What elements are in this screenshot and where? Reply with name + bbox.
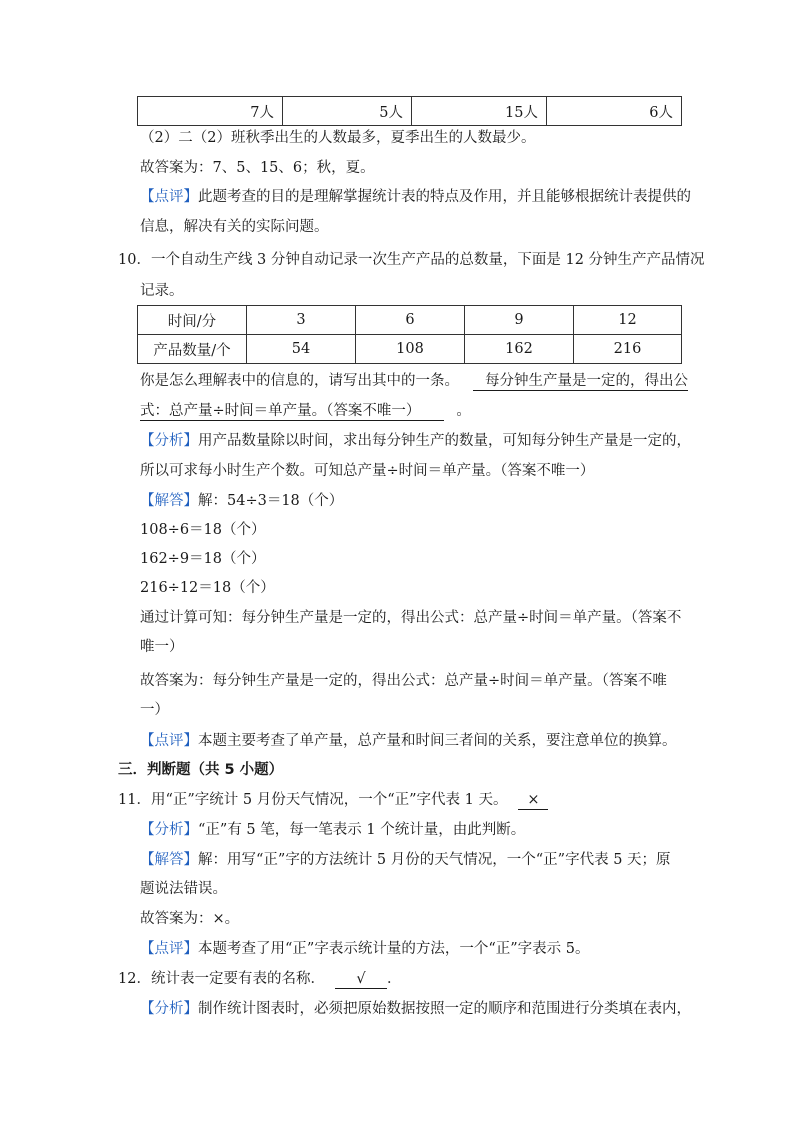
table-cell: 12	[574, 306, 682, 335]
q11-stem	[118, 790, 548, 810]
answer-blank-cont: 式：总产量÷时间＝单产量。（答案不唯一）	[140, 402, 444, 421]
table-cell: 216	[574, 335, 682, 364]
comment-tag: 【点评】	[140, 733, 198, 749]
q11-answer: 故答案为：×。	[140, 911, 240, 927]
table-header-cell: 产品数量/个	[138, 335, 247, 364]
section-title: 三．判断题（共 5 小题）	[118, 762, 284, 778]
analysis-tag: 【分析】	[140, 1001, 198, 1017]
table-header-cell: 时间/分	[138, 306, 247, 335]
solution-text: 解：用写“正”字的方法统计 5 月份的天气情况，一个“正”字代表 5 天；原	[198, 852, 671, 868]
answer-blank: 每分钟生产量是一定的，得出公	[473, 372, 688, 391]
answer-blank: ×	[518, 791, 548, 810]
q11-solution	[140, 850, 671, 870]
comment-text: 本题主要考查了单产量，总产量和时间三者间的关系，要注意单位的换算。	[198, 733, 677, 749]
table-cell: 9	[465, 306, 574, 335]
analysis-text: 用产品数量除以时间，求出每分钟生产的数量，可知每分钟生产量是一定的，	[198, 433, 691, 449]
production-table	[137, 305, 682, 364]
q9-part2: （2）二（2）班秋季出生的人数最多，夏季出生的人数最少。	[140, 130, 536, 146]
q11-comment	[140, 939, 589, 959]
q10-answer-cont: 一）	[140, 702, 169, 718]
comment-text: 此题考查的目的是理解掌握统计表的特点及作用，并且能够根据统计表提供的	[198, 189, 691, 205]
table-cell: 6	[356, 306, 465, 335]
q10-calc-2: 162÷9＝18（个）	[140, 551, 266, 567]
q11-analysis	[140, 820, 525, 840]
q12-stem-text: 12．统计表一定要有表的名称．	[118, 971, 325, 987]
analysis-text: “正”有 5 笔，每一笔表示 1 个统计量，由此判断。	[198, 822, 526, 838]
solution-tag: 【解答】	[140, 493, 198, 509]
q10-answer: 故答案为：每分钟生产量是一定的，得出公式：总产量÷时间＝单产量。（答案不唯	[140, 673, 667, 689]
table-cell: 15人	[412, 97, 547, 126]
q10-analysis	[140, 431, 691, 451]
q10-calc-3: 216÷12＝18（个）	[140, 580, 275, 596]
solution-text: 解：54÷3＝18（个）	[198, 493, 344, 509]
table-cell: 5人	[283, 97, 412, 126]
table-cell: 162	[465, 335, 574, 364]
q10-analysis-cont: 所以可求每小时生产个数。可知总产量÷时间＝单产量。（答案不唯一）	[140, 463, 595, 479]
q9-answer: 故答案为：7、5、15、6；秋，夏。	[140, 160, 375, 176]
q12-stem	[118, 969, 401, 989]
q11-stem-text: 11．用“正”字统计 5 月份天气情况，一个“正”字代表 1 天。	[118, 792, 508, 808]
comment-tag: 【点评】	[140, 941, 198, 957]
analysis-text: 制作统计图表时，必须把原始数据按照一定的顺序和范围进行分类填在表内，	[198, 1001, 691, 1017]
answer-blank: √	[335, 970, 387, 989]
table-row	[138, 97, 682, 126]
table-cell: 6人	[547, 97, 682, 126]
q10-stem-cont: 记录。	[140, 283, 184, 299]
q10-comment	[140, 731, 677, 751]
question-prefix: 你是怎么理解表中的信息的，请写出其中的一条。	[140, 373, 459, 389]
q12-analysis	[140, 999, 691, 1019]
q9-comment	[140, 187, 691, 207]
solution-tag: 【解答】	[140, 852, 198, 868]
q10-calc-1: 108÷6＝18（个）	[140, 522, 266, 538]
table-cell: 108	[356, 335, 465, 364]
q11-solution-cont: 题说法错误。	[140, 881, 227, 897]
comment-text: 本题考查了用“正”字表示统计量的方法，一个“正”字表示 5。	[198, 941, 590, 957]
table-cell: 3	[247, 306, 356, 335]
q10-question	[140, 371, 688, 391]
table-cell: 7人	[138, 97, 283, 126]
analysis-tag: 【分析】	[140, 433, 198, 449]
q10-conclusion-cont: 唯一）	[140, 639, 184, 655]
table-row	[138, 335, 682, 364]
q10-question-cont	[140, 401, 471, 421]
table-row	[138, 306, 682, 335]
end-mark: ．	[386, 971, 402, 987]
birth-season-table	[137, 96, 682, 126]
end-mark: 。	[456, 403, 471, 419]
analysis-tag: 【分析】	[140, 822, 198, 838]
q10-conclusion: 通过计算可知：每分钟生产量是一定的，得出公式：总产量÷时间＝单产量。（答案不	[140, 610, 682, 626]
comment-tag: 【点评】	[140, 189, 198, 205]
table-cell: 54	[247, 335, 356, 364]
q9-comment-cont: 信息，解决有关的实际问题。	[140, 219, 329, 235]
q10-solution	[140, 491, 343, 511]
q10-stem: 10．一个自动生产线 3 分钟自动记录一次生产产品的总数量，下面是 12 分钟生产产品情况	[118, 252, 705, 268]
